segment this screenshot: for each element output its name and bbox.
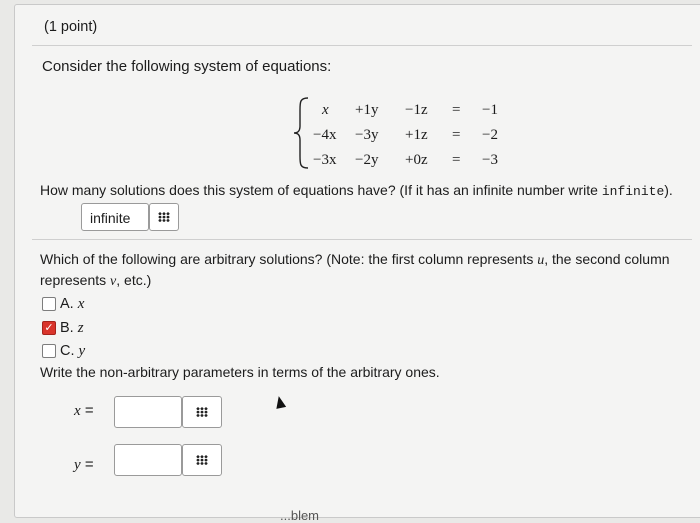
arbitrary-prompt-line1: Which of the following are arbitrary solutions? (Note: the first column represents u, the second column — [40, 251, 670, 268]
grid-dots-icon — [158, 212, 170, 222]
question-intro: Consider the following system of equations: — [42, 58, 332, 75]
points-label: (1 point) — [44, 19, 98, 35]
grid-dots-icon — [196, 407, 208, 417]
eq-r2-x: −4x — [313, 127, 337, 143]
eq-r3-eq: = — [452, 152, 461, 168]
grid-dots-icon — [196, 455, 208, 465]
param-x-input[interactable] — [114, 396, 182, 428]
option-c-checkbox[interactable] — [42, 344, 56, 358]
option-b-label: B. z — [60, 320, 84, 336]
eq-r1-rhs: −1 — [482, 102, 498, 118]
param-y-input[interactable] — [114, 444, 182, 476]
divider-middle — [32, 239, 692, 240]
param-x-label: x = — [74, 402, 94, 419]
mouse-pointer-icon — [274, 395, 286, 409]
checkmark-icon: ✓ — [44, 322, 54, 334]
eq-r3-z: +0z — [405, 152, 428, 168]
matrix-entry-button[interactable] — [149, 203, 179, 231]
option-a-checkbox[interactable] — [42, 297, 56, 311]
eq-r3-x: −3x — [313, 152, 337, 168]
eq-r1-y: +1y — [355, 102, 379, 118]
eq-r2-z: +1z — [405, 127, 428, 143]
footer-fragment: ...blem — [280, 508, 320, 523]
eq-r1-eq: = — [452, 102, 461, 118]
option-c-label: C. y — [60, 343, 86, 359]
nonarbitrary-prompt: Write the non-arbitrary parameters in terms of the arbitrary ones. — [40, 364, 440, 380]
option-b-checkbox[interactable] — [42, 321, 56, 335]
eq-r3-y: −2y — [355, 152, 379, 168]
eq-r2-rhs: −2 — [482, 127, 498, 143]
param-y-label: y = — [74, 456, 94, 473]
divider-top — [32, 45, 692, 46]
eq-r1-z: −1z — [405, 102, 428, 118]
solutions-count-input[interactable]: infinite — [81, 203, 149, 231]
solutions-keyword: infinite — [601, 184, 665, 199]
eq-r2-y: −3y — [355, 127, 379, 143]
eq-r3-rhs: −3 — [482, 152, 498, 168]
left-brace-icon — [292, 96, 310, 170]
eq-r1-x: x — [322, 102, 329, 118]
param-x-matrix-button[interactable] — [182, 396, 222, 428]
eq-r2-eq: = — [452, 127, 461, 143]
param-y-matrix-button[interactable] — [182, 444, 222, 476]
arbitrary-prompt-line2: represents v, etc.) — [40, 272, 152, 289]
option-a-label: A. x — [60, 296, 85, 312]
solutions-prompt: How many solutions does this system of equations have? (If it has an infinite number write infinite). — [40, 182, 673, 199]
